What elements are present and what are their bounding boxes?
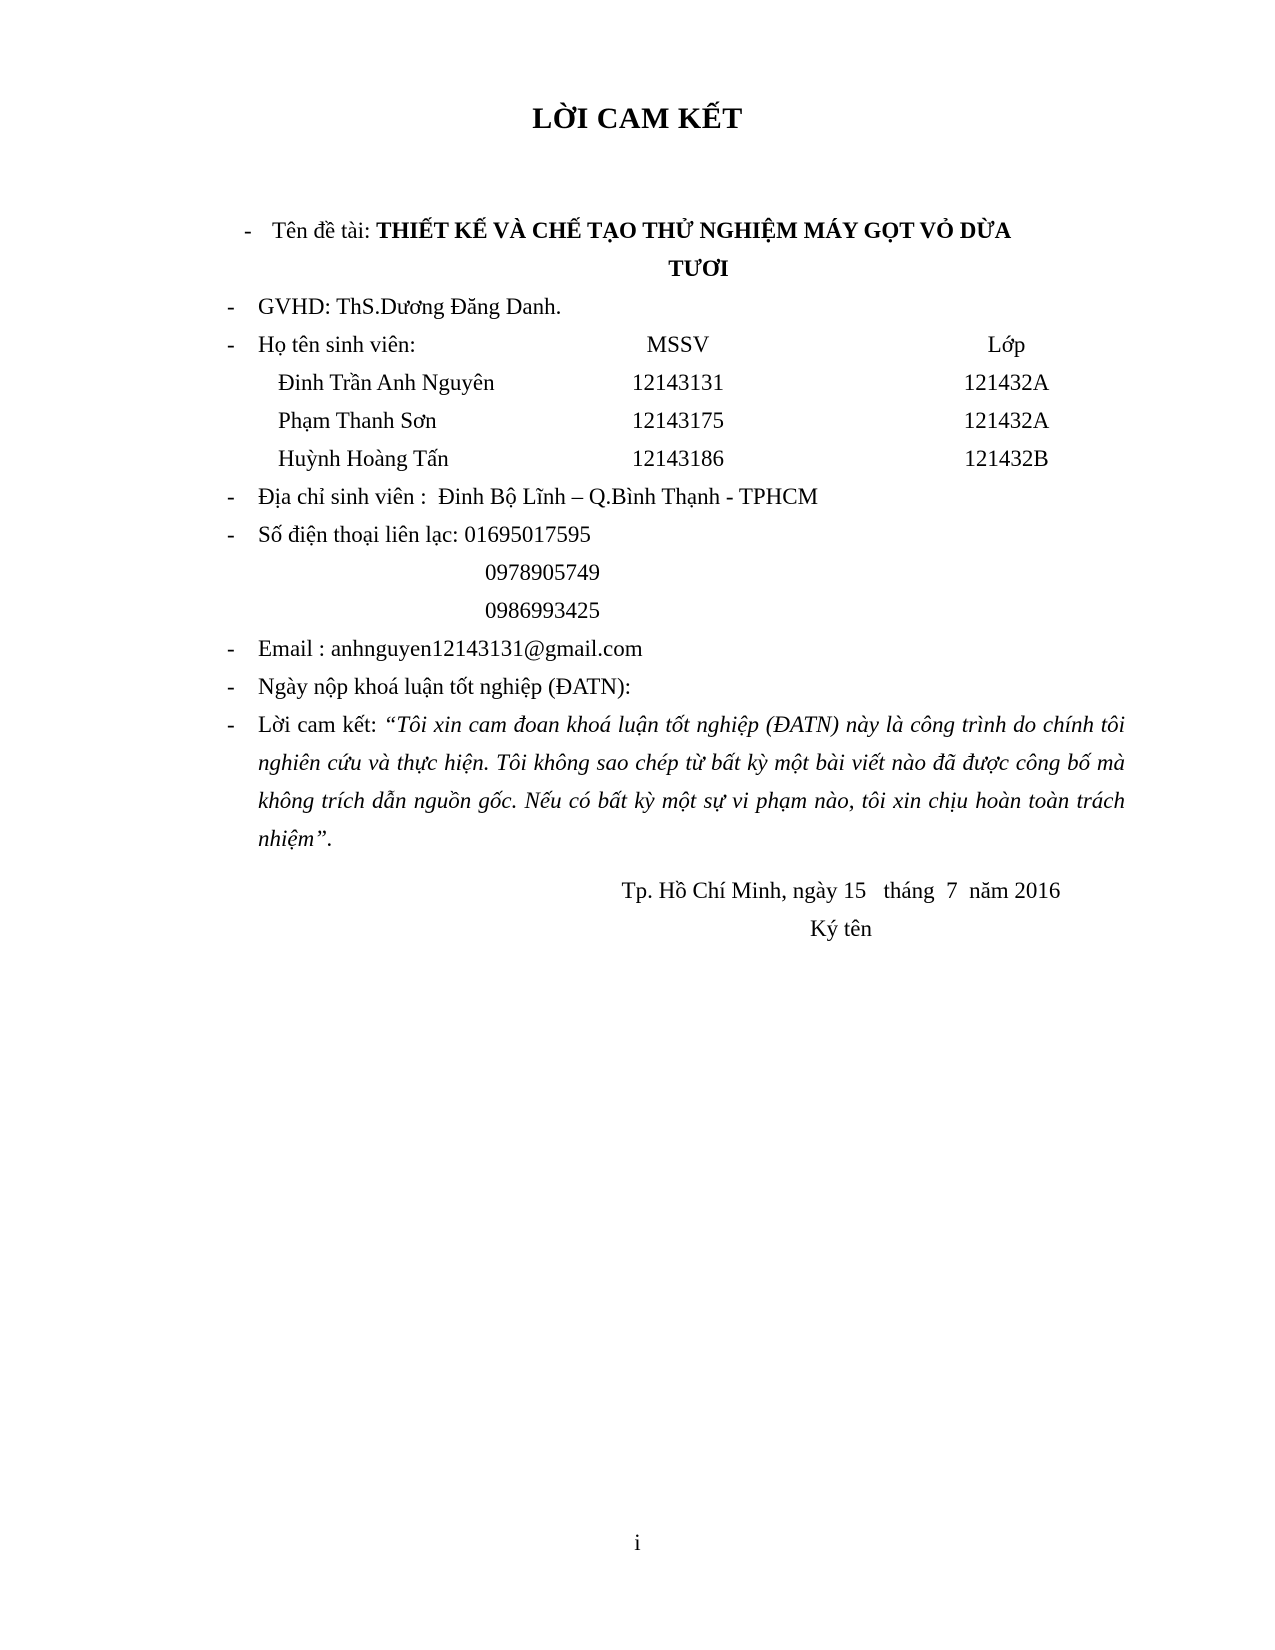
pledge-label: Lời cam kết: bbox=[258, 712, 384, 737]
page-number: i bbox=[634, 1530, 641, 1555]
date-line: Tp. Hồ Chí Minh, ngày 15 tháng 7 năm 2016 bbox=[621, 878, 1061, 903]
list-item-submission bbox=[227, 668, 1125, 706]
email-text: Email : anhnguyen12143131@gmail.com bbox=[258, 636, 643, 661]
list-item-gvhd bbox=[227, 288, 1125, 326]
topic-title-line1: THIẾT KẾ VÀ CHẾ TẠO THỬ NGHIỆM MÁY GỌT VỎ DỪA bbox=[376, 218, 1012, 243]
student-lop: 121432A bbox=[963, 370, 1050, 395]
student-mssv: 12143175 bbox=[632, 408, 724, 433]
pledge-quote: “Tôi xin cam đoan khoá luận tốt nghiệp (ĐATN) này là công trình do chính tôi nghiên cứu và thực hiện. Tôi không sao chép từ bất kỳ một bài viết nào đã được công bố mà không trích dẫn nguồn gốc. Nếu có bất kỳ một sự vi phạm nào, tôi xin chịu hoàn toàn trách nhiệm”. bbox=[258, 712, 1125, 851]
list-item-email bbox=[227, 630, 1125, 668]
sign-label: Ký tên bbox=[810, 916, 872, 941]
student-name: Phạm Thanh Sơn bbox=[278, 408, 437, 433]
bullet-dash: - bbox=[227, 522, 235, 547]
col-header-mssv: MSSV bbox=[646, 332, 710, 357]
table-row bbox=[258, 364, 1125, 402]
student-lop: 121432B bbox=[964, 446, 1049, 471]
bullet-dash: - bbox=[227, 332, 235, 357]
table-row bbox=[258, 402, 1125, 440]
page-title: LỜI CAM KẾT bbox=[532, 102, 743, 135]
phone-body bbox=[258, 516, 1125, 630]
list-item-pledge bbox=[227, 706, 1125, 858]
list-item-phone bbox=[227, 516, 1125, 630]
topic-line1 bbox=[272, 212, 1125, 250]
students-table bbox=[258, 326, 1125, 478]
student-mssv: 12143186 bbox=[632, 446, 724, 471]
bullet-dash: - bbox=[227, 712, 235, 737]
table-row bbox=[258, 440, 1125, 478]
closing-block bbox=[595, 872, 1087, 948]
bullet-dash: - bbox=[227, 484, 235, 509]
col-header-lop: Lớp bbox=[987, 332, 1026, 357]
topic-label: Tên đề tài: bbox=[272, 218, 371, 243]
students-header-row bbox=[258, 326, 1125, 364]
list-item-address bbox=[227, 478, 1125, 516]
bullet-dash: - bbox=[227, 674, 235, 699]
list-item-students bbox=[227, 326, 1125, 478]
bullet-dash: - bbox=[227, 294, 235, 319]
phone-extra: 0978905749 bbox=[485, 560, 600, 585]
phone-line: Số điện thoại liên lạc: 01695017595 bbox=[258, 522, 591, 547]
submission-text: Ngày nộp khoá luận tốt nghiệp (ĐATN): bbox=[258, 674, 632, 699]
student-lop: 121432A bbox=[963, 408, 1050, 433]
gvhd-text: GVHD: ThS.Dương Đăng Danh. bbox=[258, 294, 562, 319]
phone-extra: 0986993425 bbox=[485, 598, 600, 623]
list-item-topic bbox=[227, 212, 1125, 288]
page-content bbox=[227, 212, 1125, 948]
bullet-dash: - bbox=[244, 218, 252, 243]
student-name: Huỳnh Hoàng Tấn bbox=[278, 446, 449, 471]
pledge-body bbox=[258, 706, 1125, 858]
bullet-dash: - bbox=[227, 636, 235, 661]
topic-title-line2: TƯƠI bbox=[668, 256, 729, 281]
address-text: Địa chỉ sinh viên : Đinh Bộ Lĩnh – Q.Bình Thạnh - TPHCM bbox=[258, 484, 819, 509]
students-label: Họ tên sinh viên: bbox=[258, 332, 416, 357]
student-name: Đinh Trần Anh Nguyên bbox=[278, 370, 495, 395]
topic-body bbox=[272, 212, 1125, 288]
student-mssv: 12143131 bbox=[632, 370, 724, 395]
